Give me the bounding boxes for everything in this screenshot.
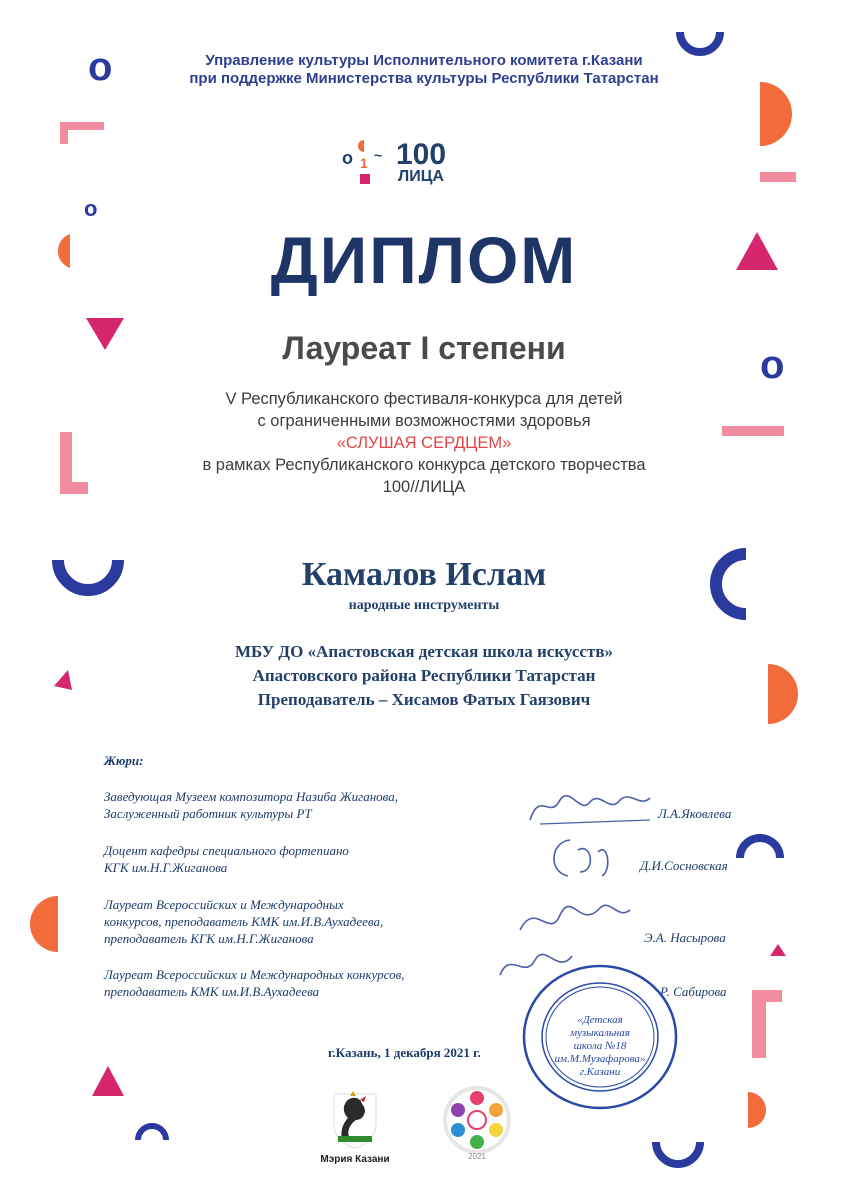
jury-member-1 xyxy=(104,788,398,822)
place-and-date: г.Казань, 1 декабря 2021 г. xyxy=(328,1045,481,1060)
jury-3-role-1: Лауреат Всероссийских и Международных xyxy=(104,897,344,912)
festival-line-1: V Республиканского фестиваля-конкурса для детей xyxy=(225,390,623,408)
svg-text:1: 1 xyxy=(360,155,368,171)
festival-emblem-icon xyxy=(438,1082,516,1162)
signature-name-2: Д.И.Сосновская xyxy=(640,858,728,873)
signature-name-3: Э.А. Насырова xyxy=(644,930,726,945)
signature-name-1: Л.А.Яковлева xyxy=(658,806,732,821)
kazan-coat-of-arms-icon xyxy=(320,1088,390,1150)
organizer-header xyxy=(0,52,848,88)
school-line-2: Апастовского района Республики Татарстан xyxy=(252,666,596,685)
decor-o-right: o xyxy=(760,343,785,387)
decor-bar-right xyxy=(760,172,796,182)
stamp-line-5: г.Казани xyxy=(579,1066,621,1078)
participant-category: народные инструменты xyxy=(348,598,500,613)
stamp-line-4: им.М.Музафарова» xyxy=(554,1053,646,1065)
emblem-year: 2021 xyxy=(468,1152,486,1161)
festival-name: «СЛУШАЯ СЕРДЦЕМ» xyxy=(336,434,512,452)
school-line-3: Преподаватель – Хисамов Фатых Гаязович xyxy=(257,690,591,709)
decor-tri-small-right xyxy=(770,944,786,956)
decor-l-right-b xyxy=(752,990,782,1002)
logo-mark-icon xyxy=(340,138,400,190)
logo-word: ЛИЦА xyxy=(398,168,444,185)
jury-2-role-1: Доцент кафедры специального фортепиано xyxy=(104,843,349,858)
kazan-mayor-logo xyxy=(320,1088,390,1178)
festival-line-2: с ограниченными возможностями здоровья xyxy=(257,412,591,430)
logo-100-lica xyxy=(340,138,500,190)
jury-1-role-1: Заведующая Музеем композитора Назиба Жиганова, xyxy=(104,789,398,804)
decor-half-left-2 xyxy=(30,896,58,952)
svg-text:~: ~ xyxy=(374,147,383,163)
school-line-1: МБУ ДО «Апастовская детская школа искусств» xyxy=(234,642,614,661)
jury-3-role-2: конкурсов, преподаватель КМК им.И.В.Аухадеева, xyxy=(104,914,384,929)
stamp-line-2: музыкальная xyxy=(570,1027,630,1039)
official-stamp xyxy=(520,962,680,1112)
jury-member-4 xyxy=(104,966,404,1000)
festival-line-3: в рамках Республиканского конкурса детского творчества xyxy=(202,456,646,474)
decor-half-right-3 xyxy=(748,1092,766,1128)
decor-arc-right-2 xyxy=(740,838,780,858)
diploma-title: ДИПЛОМ xyxy=(270,223,578,297)
jury-4-role-2: преподаватель КМК им.И.В.Аухадеева xyxy=(104,984,320,999)
stamp-line-3: школа №18 xyxy=(573,1040,627,1052)
jury-1-role-2: Заслуженный работник культуры РТ xyxy=(104,806,312,821)
organizer-line-1: Управление культуры Исполнительного комитета г.Казани xyxy=(205,52,643,69)
signature-name-4: Р. Сабирова xyxy=(660,984,727,999)
logo-number: 100 xyxy=(396,138,447,171)
jury-4-role-1: Лауреат Всероссийских и Международных конкурсов, xyxy=(104,967,405,982)
jury-label: Жюри: xyxy=(104,753,144,768)
participant-name: Камалов Ислам xyxy=(301,556,547,593)
decor-half-right xyxy=(760,82,792,146)
decor-o-left-small: o xyxy=(84,196,98,221)
decor-arc-right-bottom xyxy=(656,1142,700,1164)
school-info xyxy=(0,640,848,712)
mayor-label: Мэрия Казани xyxy=(320,1154,390,1165)
decor-o-left-top: o xyxy=(88,45,113,89)
decor-arc-left-bottom xyxy=(138,1126,166,1140)
svg-text:o: o xyxy=(342,148,353,168)
jury-member-2 xyxy=(104,842,349,876)
decor-arc-right-top xyxy=(680,32,720,52)
jury-member-3 xyxy=(104,896,383,947)
stamp-text xyxy=(520,1014,680,1079)
organizer-line-2: при поддержке Министерства культуры Республики Татарстан xyxy=(189,70,659,87)
decor-bar-left-b xyxy=(60,122,68,144)
stamp-line-1: «Детская xyxy=(577,1014,623,1026)
jury-3-role-3: преподаватель КГК им.Н.Г.Жиганова xyxy=(104,931,314,946)
award-degree: Лауреат I степени xyxy=(282,330,566,366)
jury-2-role-2: КГК им.Н.Г.Жиганова xyxy=(104,860,228,875)
decor-tri-left-bottom xyxy=(92,1066,124,1096)
festival-description xyxy=(0,388,848,498)
festival-line-4: 100//ЛИЦА xyxy=(382,478,466,496)
